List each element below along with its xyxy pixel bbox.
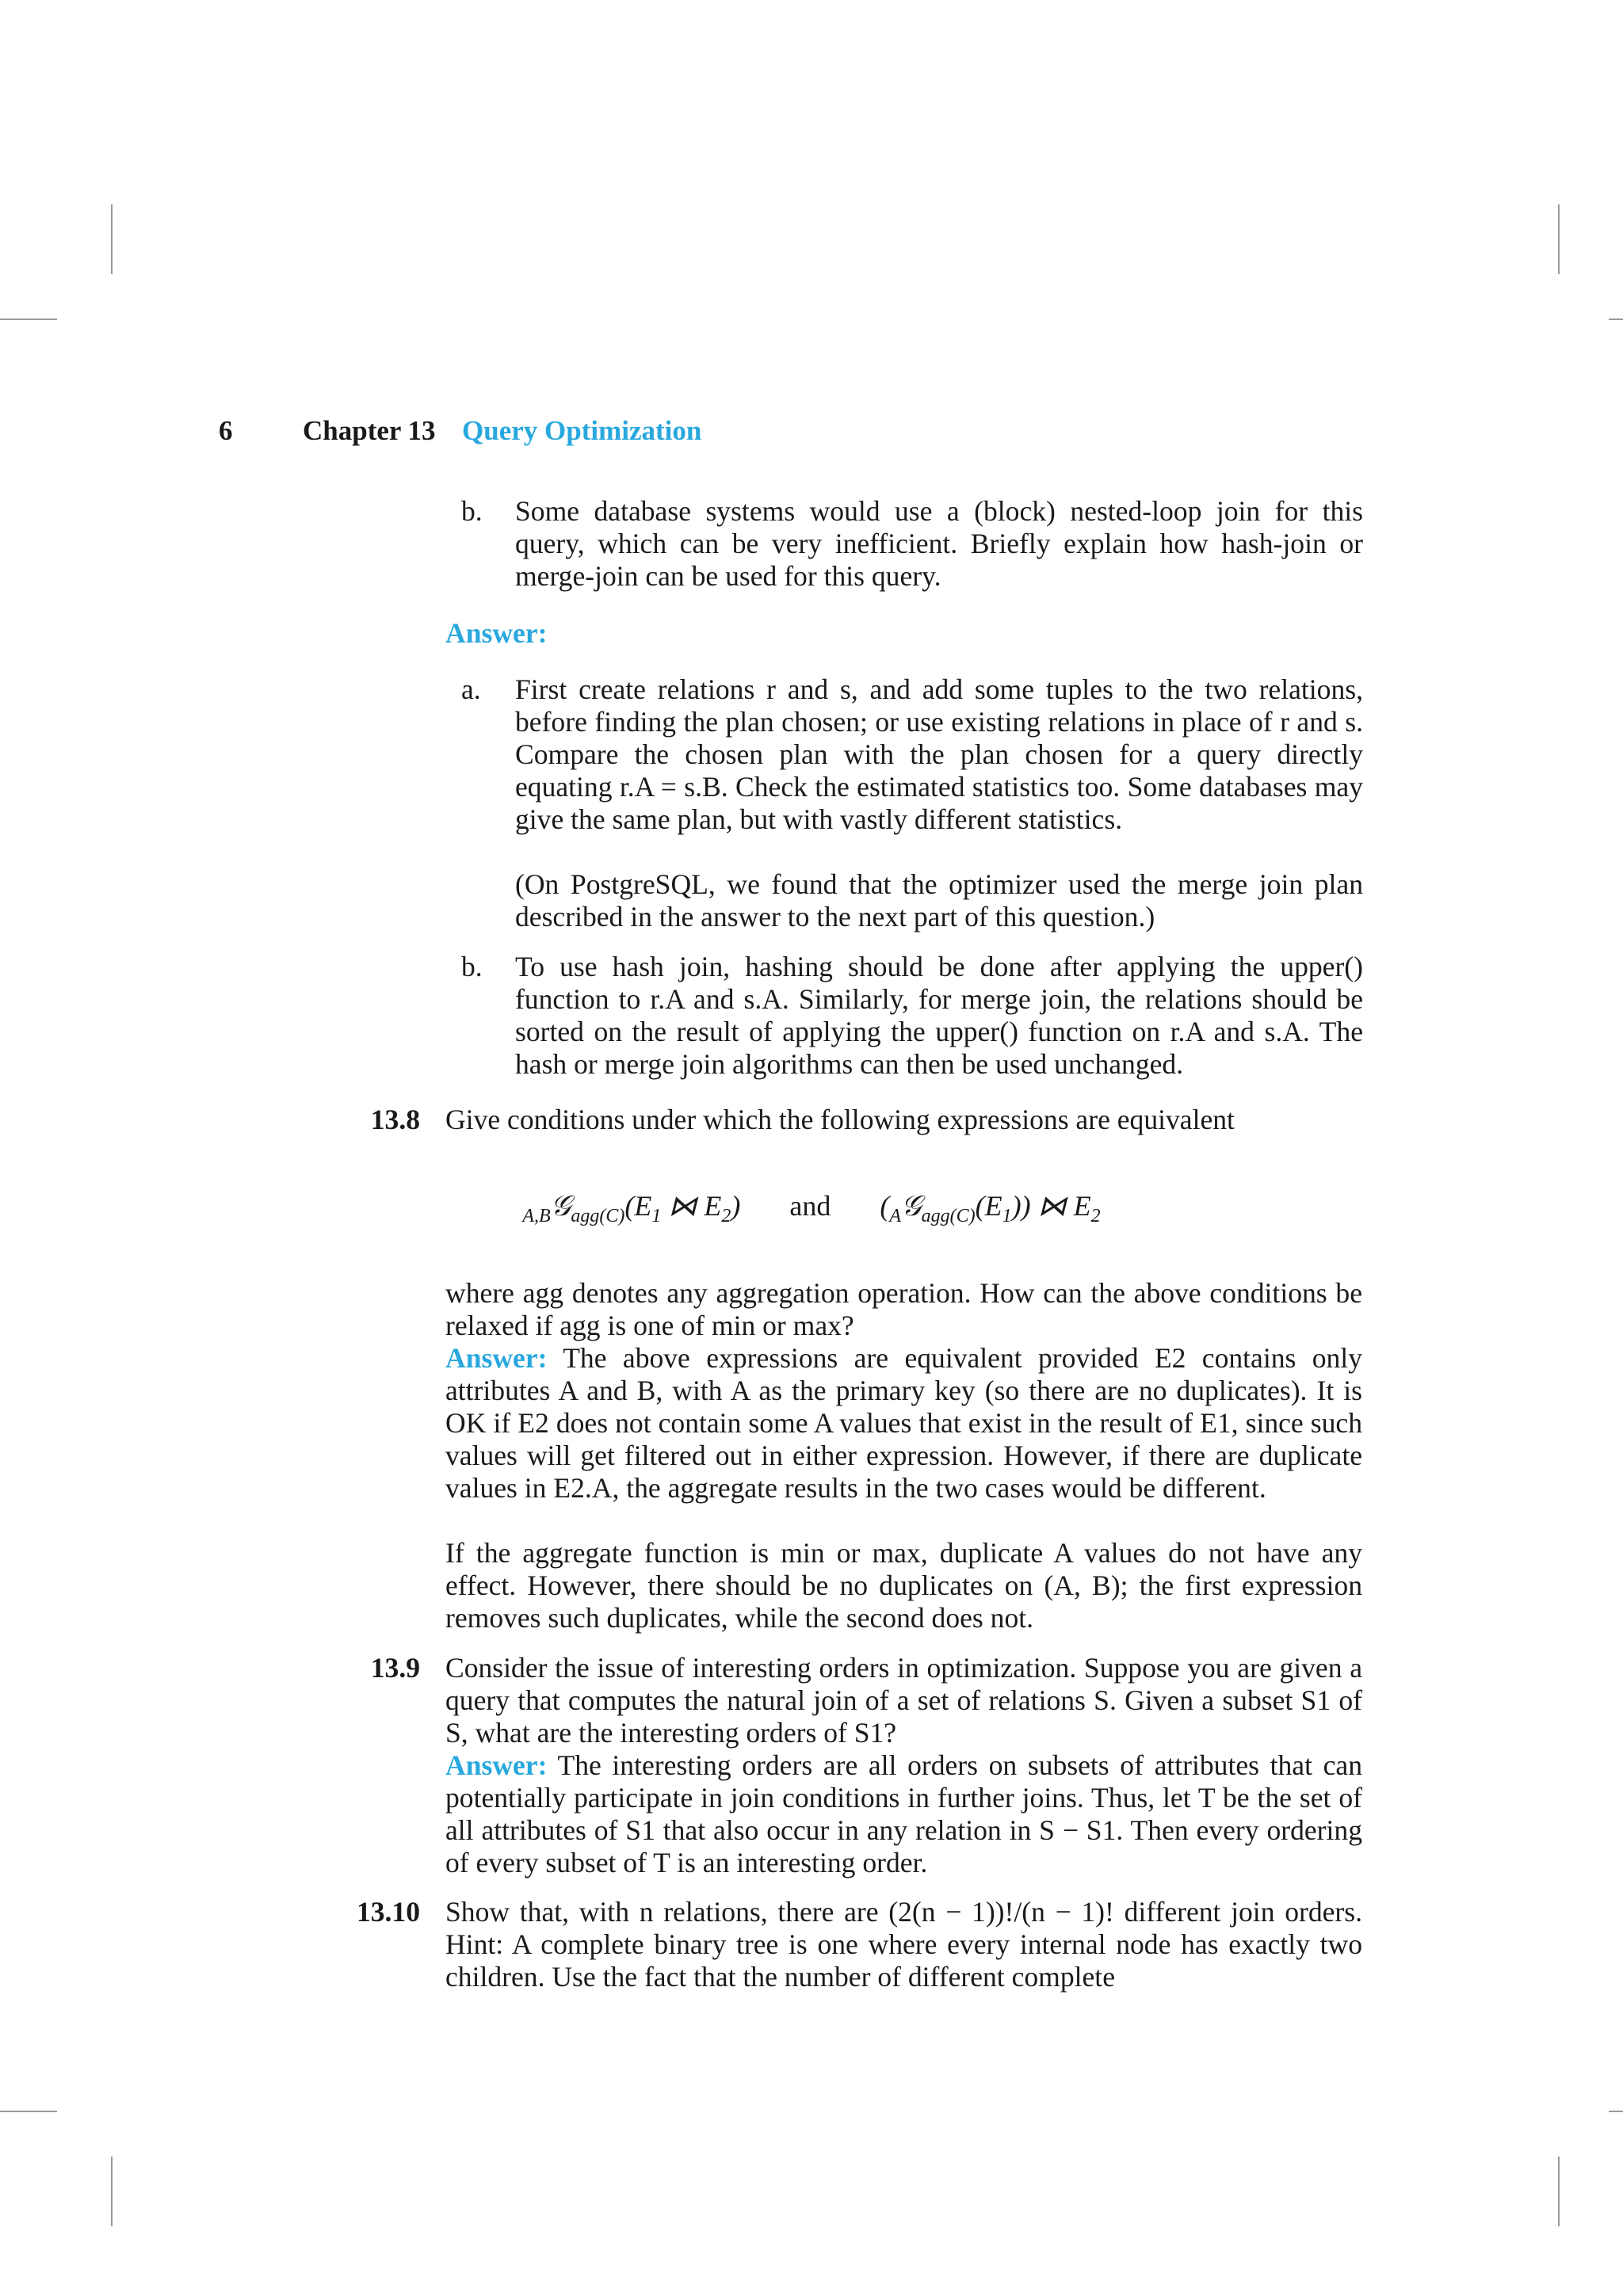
answer-text: The interesting orders are all orders on subsets of attributes that can potentially participate in join conditions in further joins. Thus, let T be the set of all attributes of S1 that also occur in any relation in S − S1. Then every ordering of every subset of T is an interesting order. <box>445 1749 1362 1878</box>
crop-mark <box>1609 318 1623 320</box>
item-label: b. <box>461 951 483 982</box>
question-text: Some database systems would use a (block) nested-loop join for this query, which can be very inefficient. Briefly explain how hash-join or merge-join can be used for this query. <box>515 495 1363 592</box>
question-text: Consider the issue of interesting orders in optimization. Suppose you are given a query that computes the natural join of a set of relations S. Given a subset S1 of S, what are the interesting orders of S1? <box>445 1652 1362 1749</box>
crop-mark <box>1558 204 1560 274</box>
exercise-number: 13.10 <box>356 1896 420 1928</box>
answer-paragraph <box>445 1342 1362 1505</box>
answer-heading: Answer: <box>445 617 548 649</box>
equation: $_{A,B}𝒢_{agg(C)}(E_1$ ⋈ $E_2$) and $(_A𝒢_{agg(C)}(E_1))$ ⋈ $E_2$ <box>522 1190 1101 1227</box>
question-followup: where agg denotes any aggregation operation. How can the above conditions be relaxed if agg is one of min or max? <box>445 1277 1362 1341</box>
answer-text: First create relations r and s, and add some tuples to the two relations, before finding the plan chosen; or use existing relations in place of r and s. Compare the chosen plan with the plan chosen for a query directly equating r.A = s.B. Check the estimated statistics too. Some databases may give the same plan, but with vastly different statistics. <box>515 673 1363 835</box>
crop-mark <box>111 2157 113 2226</box>
page-number: 6 <box>219 415 233 446</box>
answer-label: Answer: <box>445 1749 548 1781</box>
crop-mark <box>0 2111 57 2112</box>
equation-and: and <box>789 1190 831 1222</box>
question-text: Show that, with n relations, there are (2(n − 1))!/(n − 1)! different join orders. Hint: A complete binary tree is one where every internal node has exactly two children. Use the fact that the number of different complete <box>445 1896 1362 1993</box>
item-label: a. <box>461 673 481 705</box>
item-label: b. <box>461 495 483 527</box>
answer-note: (On PostgreSQL, we found that the optimizer used the merge join plan described in the answer to the next part of this question.) <box>515 868 1363 933</box>
chapter-label: Chapter 13 <box>303 415 436 446</box>
running-header <box>0 412 1623 450</box>
crop-mark <box>1609 2111 1623 2112</box>
exercise-number: 13.8 <box>370 1104 420 1135</box>
answer-paragraph: If the aggregate function is min or max, duplicate A values do not have any effect. However, there should be no duplicates on (A, B); the first expression removes such duplicates, while the second does not. <box>445 1537 1362 1634</box>
answer-paragraph <box>445 1749 1362 1879</box>
answer-text: The above expressions are equivalent provided E2 contains only attributes A and B, with A as the primary key (so there are no duplicates). It is OK if E2 does not contain some A values that exist in the result of E1, since such values will get filtered out in either expression. However, if there are duplicate values in E2.A, the aggregate results in the two cases would be different. <box>445 1342 1362 1504</box>
answer-text: To use hash join, hashing should be done after applying the upper() function to r.A and s.A. Similarly, for merge join, the relations should be sorted on the result of applying the upper() function on r.A and s.A. The hash or merge join algorithms can then be used unchanged. <box>515 951 1363 1080</box>
crop-mark <box>0 318 57 320</box>
answer-label: Answer: <box>445 1342 548 1374</box>
chapter-title: Query Optimization <box>462 415 702 446</box>
crop-mark <box>111 204 113 274</box>
crop-mark <box>1558 2157 1560 2226</box>
exercise-number: 13.9 <box>370 1652 420 1684</box>
question-text: Give conditions under which the following expressions are equivalent <box>445 1104 1235 1135</box>
